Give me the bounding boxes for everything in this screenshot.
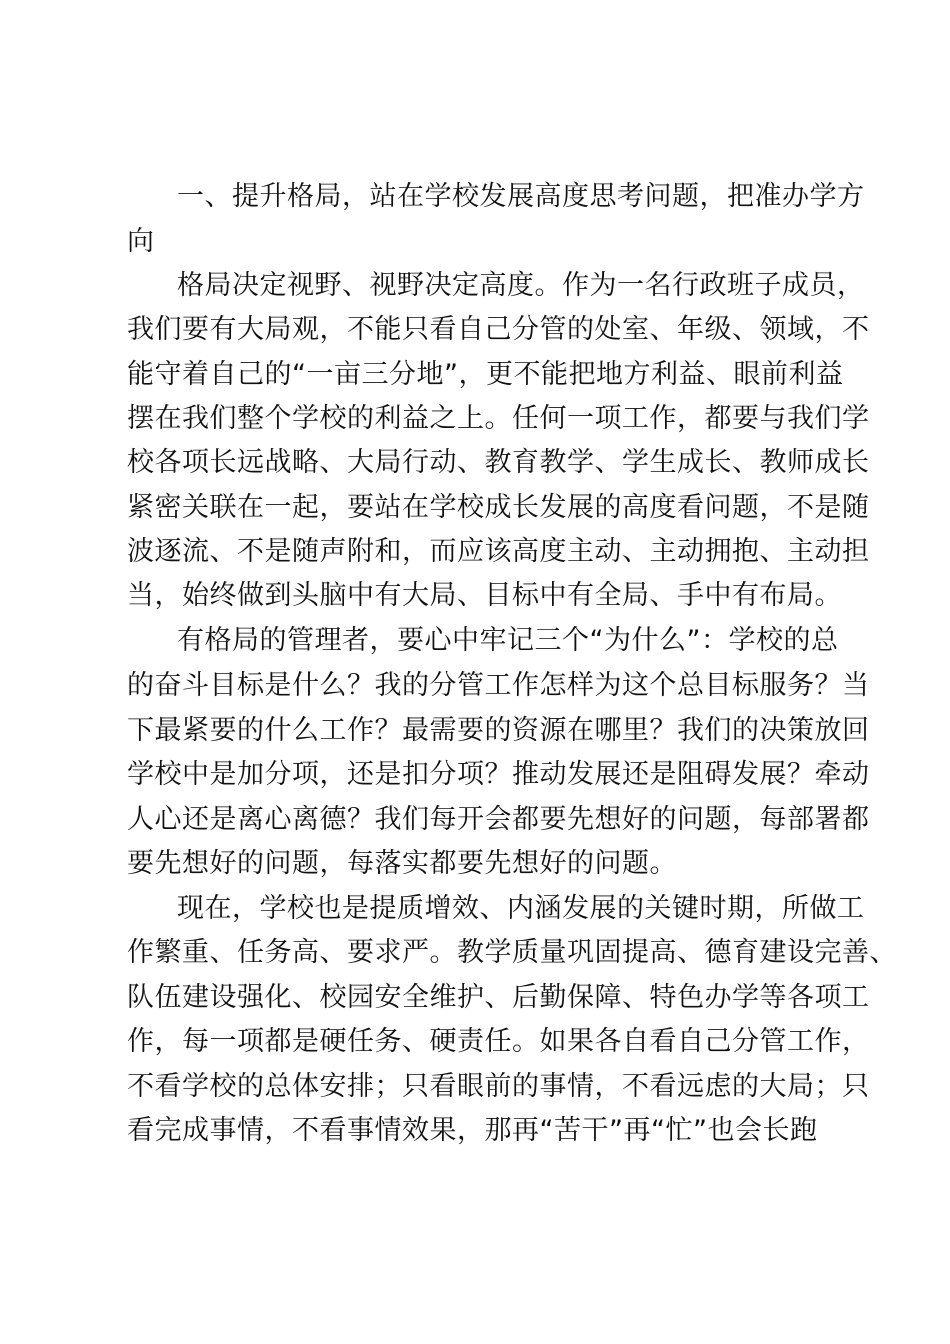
heading-line: 向	[127, 226, 155, 257]
paragraph-line: 波逐流、不是随声附和，而应该高度主动、主动拥抱、主动担	[127, 536, 870, 567]
paragraph-line: 要先想好的问题，每落实都要先想好的问题。	[127, 848, 677, 879]
paragraph-line: 摆在我们整个学校的利益之上。任何一项工作，都要与我们学	[127, 403, 870, 434]
paragraph-line: 的奋斗目标是什么？我的分管工作怎样为这个总目标服务？当	[127, 670, 870, 701]
heading-line: 一、提升格局，站在学校发展高度思考问题，把准办学方	[177, 181, 865, 212]
paragraph-line: 有格局的管理者，要心中牢记三个“为什么”：学校的总	[177, 625, 839, 656]
paragraph-line: 校各项长远战略、大局行动、教育教学、学生成长、教师成长	[127, 447, 870, 478]
paragraph-line: 格局决定视野、视野决定高度。作为一名行政班子成员，	[177, 270, 865, 301]
paragraph-line: 能守着自己的“一亩三分地”，更不能把地方利益、眼前利益	[127, 359, 844, 390]
paragraph-line: 不看学校的总体安排；只看眼前的事情，不看远虑的大局；只	[127, 1071, 870, 1102]
paragraph-line: 作，每一项都是硬任务、硬责任。如果各自看自己分管工作，	[127, 1026, 870, 1057]
paragraph-line: 当，始终做到头脑中有大局、目标中有全局、手中有布局。	[127, 580, 842, 611]
paragraph-line: 作繁重、任务高、要求严。教学质量巩固提高、德育建设完善、	[127, 937, 897, 968]
paragraph-line: 紧密关联在一起，要站在学校成长发展的高度看问题，不是随	[127, 492, 870, 523]
paragraph-line: 看完成事情，不看事情效果，那再“苦干”再“忙”也会长跑	[127, 1115, 818, 1146]
paragraph-line: 队伍建设强化、校园安全维护、后勤保障、特色办学等各项工	[127, 982, 870, 1013]
paragraph-line: 人心还是离心离德？我们每开会都要先想好的问题，每部署都	[127, 804, 870, 835]
paragraph-line: 下最紧要的什么工作？最需要的资源在哪里？我们的决策放回	[127, 715, 870, 746]
paragraph-line: 学校中是加分项，还是扣分项？推动发展还是阻碍发展？牵动	[127, 759, 870, 790]
paragraph-line: 现在，学校也是提质增效、内涵发展的关键时期，所做工	[177, 893, 865, 924]
paragraph-line: 我们要有大局观，不能只看自己分管的处室、年级、领域，不	[127, 314, 870, 345]
